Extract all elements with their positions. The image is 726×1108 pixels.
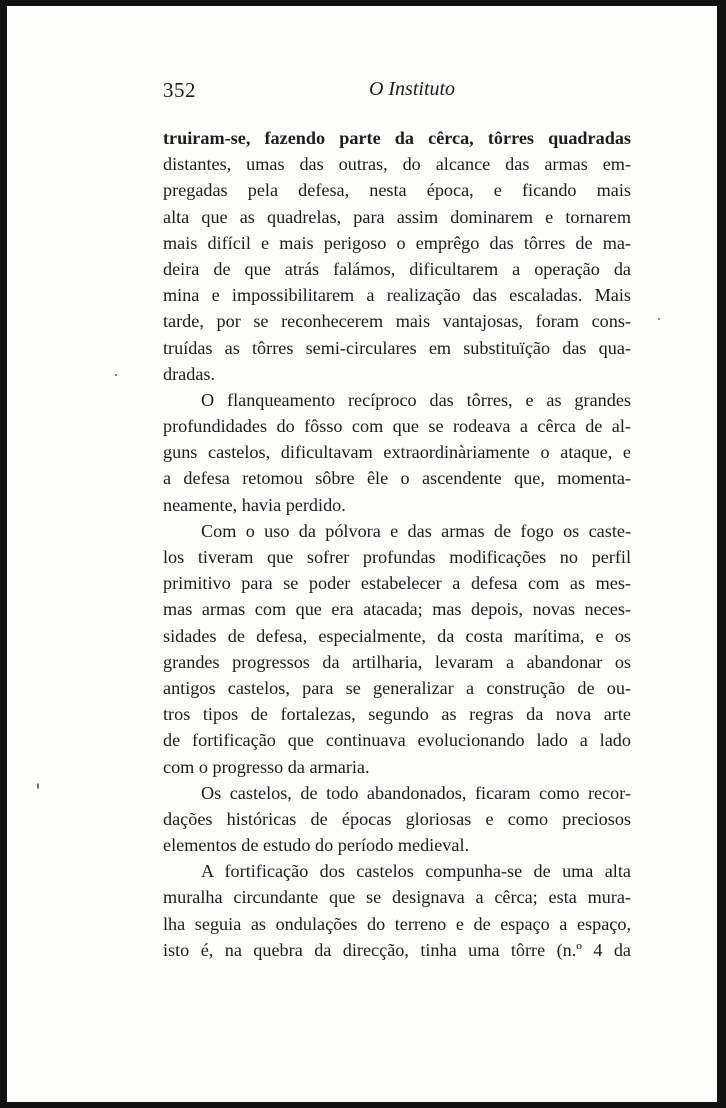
text-line: guns castelos, dificultavam extraordinàriamente o ataque, e [163,442,631,463]
text-line: tros tipos de fortalezas, segundo as regras da nova arte [163,704,631,725]
text-line: distantes, umas das outras, do alcance das armas em- [163,154,631,175]
text-line: truídas as tôrres semi-circulares em substituïção das qua- [163,337,631,358]
text-line: A fortificação dos castelos compunha-se de uma alta [201,861,631,882]
page-number: 352 [163,78,196,102]
text-line: primitivo para se poder estabelecer a defesa com as mes- [163,573,631,594]
paper-speck [115,374,117,376]
text-line: mina e impossibilitarem a realização das escaladas. Mais [163,285,631,306]
text-line: alta que as quadrelas, para assim dominarem e tornarem [163,206,631,227]
text-line: sidades de defesa, especialmente, da costa marítima, e os [163,625,631,646]
text-line: profundidades do fôsso com que se rodeava a cêrca de al- [163,416,631,437]
text-line: tarde, por se reconhecerem mais vantajosas, foram cons- [163,311,631,332]
text-line: mais difícil e mais perigoso o emprêgo das tôrres de ma- [163,232,631,253]
text-line: elementos de estudo do período medieval. [163,835,470,856]
text-line: Os castelos, de todo abandonados, ficaram como recor- [201,782,631,803]
text-line: a defesa retomou sôbre êle o ascendente que, momenta- [163,468,631,489]
text-line: muralha circundante que se designava a cêrca; esta mura- [163,887,631,908]
text-line: O flanqueamento recíproco das tôrres, e as grandes [201,389,631,410]
text-line: Com o uso da pólvora e das armas de fogo os caste- [201,520,631,541]
paper-speck [658,318,660,320]
text-line: los tiveram que sofrer profundas modificações no perfil [163,547,631,567]
text-line: mas armas com que era atacada; mas depois, novas neces- [163,599,631,620]
text-line: com o progresso da armaria. [163,756,370,777]
paper-speck [37,783,39,789]
text-line: isto é, na quebra da direcção, tinha uma tôrre (n.º 4 da [163,939,631,960]
text-line: pregadas pela defesa, nesta época, e ficando mais [163,180,631,201]
text-line: grandes progressos da artilharia, levaram a abandonar os [163,651,631,672]
text-line: dradas. [163,363,216,384]
text-line: deira de que atrás falámos, dificultarem a operação da [163,258,631,279]
page-header [163,78,631,108]
running-title: O Instituto [368,78,456,100]
text-line: dações históricas de épocas gloriosas e como preciosos [163,808,631,829]
text-line: neamente, havia perdido. [163,494,346,515]
text-line: antigos castelos, para se generalizar a construção de ou- [163,677,631,698]
body-text [163,125,631,963]
text-line: de fortificação que continuava evolucionando lado a lado [163,730,631,751]
text-line: truiram-se, fazendo parte da cêrca, tôrres quadradas [163,128,631,148]
text-line: lha seguia as ondulações do terreno e de espaço a espaço, [163,913,631,934]
